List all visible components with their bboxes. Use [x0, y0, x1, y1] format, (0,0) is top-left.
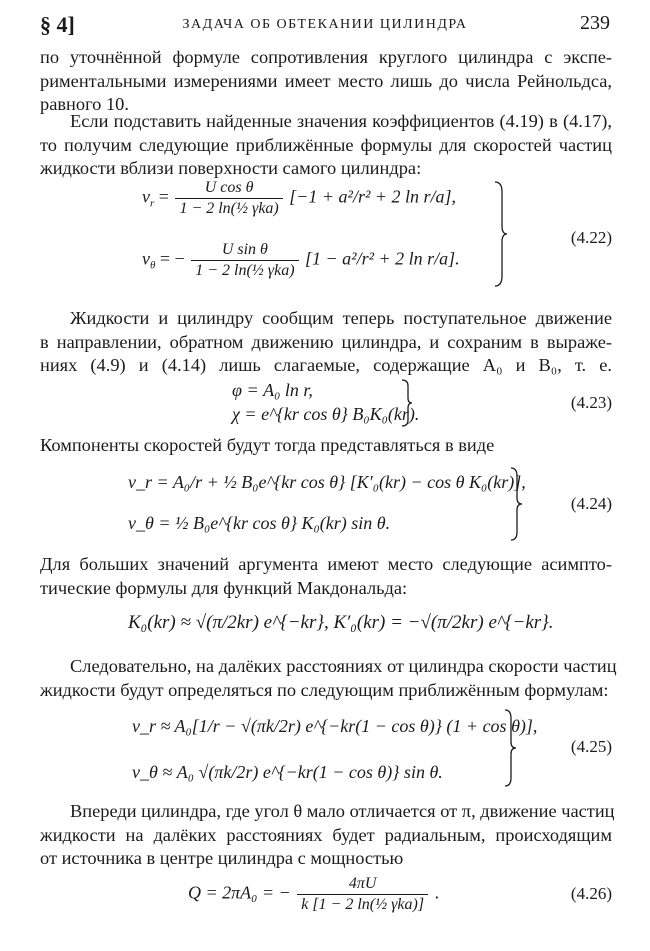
text-line: то получим следующие приближённые формулы для скоростей частиц: [40, 134, 612, 155]
numerator: U sin θ: [191, 240, 298, 261]
paragraph-7: [40, 800, 615, 871]
equation-number: (4.23): [570, 393, 612, 412]
paragraph-5: [40, 553, 612, 600]
lhs: Q = 2πA₀ = −: [188, 882, 291, 903]
paragraph-1: [40, 46, 612, 117]
bracket-expr: [−1 + a²/r² + 2 ln r/a],: [289, 186, 457, 207]
text-line: Если подставить найденные значения коэффициентов (4.19) в (4.17),: [70, 111, 612, 131]
right-brace: [492, 180, 508, 288]
formula-phi: φ = A₀ ln r,: [232, 380, 313, 400]
numerator: U cos θ: [175, 178, 282, 199]
paragraph-2: [40, 110, 612, 181]
section-mark: § 4]: [40, 12, 75, 37]
subscript: θ: [150, 259, 156, 272]
equation-number: (4.25): [570, 737, 612, 756]
text-line: Компоненты скоростей будут тогда представляться в виде: [40, 435, 495, 455]
text-line: ниях (4.9) и (4.14) лишь слагаемые, содержащие A₀ и B₀, т. е.: [40, 355, 612, 375]
subscript: r: [150, 197, 155, 210]
formula-vr: v_r = A₀/r + ½ B₀e^{kr cos θ} [K′₀(kr) − cos θ K₀(kr)],: [128, 472, 526, 492]
formula-Q: Q = 2πA₀ = − $\frac{4\pi U}{\text{k [1 − 2 ln(½ γka)]}}$ .: [188, 875, 440, 913]
text-line: Впереди цилиндра, где угол θ мало отличается от π, движение частиц: [70, 801, 615, 821]
equation-number: (4.22): [570, 228, 612, 247]
right-brace: [508, 466, 524, 542]
formula-chi: χ = e^{kr cos θ} B₀K₀(kr).: [232, 404, 420, 424]
text-line: Для больших значений аргумента имеют место следующие асимпто-: [40, 554, 612, 574]
equation-number: (4.24): [570, 494, 612, 513]
text-line: жидкости на далёких расстояниях будет радиальным, происходящим: [40, 824, 612, 845]
formula-vr: v_r ≈ A₀[1/r − √(πk/2r) e^{−kr(1 − cos θ)} (1 + cos θ)],: [132, 716, 538, 736]
paragraph-3: [40, 307, 612, 378]
fraction: [191, 240, 298, 281]
numerator: 4πU: [297, 874, 428, 895]
text-line: жидкости вблизи поверхности самого цилиндра:: [40, 158, 422, 178]
right-brace: [400, 378, 414, 428]
equation-number: (4.26): [570, 884, 612, 903]
fraction: [297, 874, 428, 915]
denominator: k [1 − 2 ln(½ γka)]: [301, 896, 425, 913]
running-header: [40, 12, 610, 40]
bracket-expr: [1 − a²/r² + 2 ln r/a].: [305, 248, 460, 269]
formula-vtheta: v_θ ≈ A₀ √(πk/2r) e^{−kr(1 − cos θ)} sin θ.: [132, 762, 443, 782]
page-number: 239: [580, 12, 610, 34]
text-line: равного 10.: [40, 94, 129, 114]
symbol-v: v: [142, 248, 150, 269]
fraction: [175, 178, 282, 219]
formula-vtheta: v_θ = ½ B₀e^{kr cos θ} K₀(kr) sin θ.: [128, 513, 391, 533]
text-line: по уточнённой формуле сопротивления круглого цилиндра с экспе-: [40, 47, 612, 67]
formula-vtheta: $v_\theta$ = − $\frac{\text{U sin θ}}{\text{1 − 2 ln(½ γka)}}$ [1 − a²/r² + 2 ln r/a].: [142, 241, 460, 279]
text-line: в направлении, обратном движению цилиндра, и сохраним в выраже-: [40, 331, 612, 352]
paragraph-4: [40, 434, 612, 458]
denominator: 1 − 2 ln(½ γka): [179, 200, 279, 217]
text-line: Жидкости и цилиндру сообщим теперь поступательное движение: [70, 308, 612, 328]
denominator: 1 − 2 ln(½ γka): [195, 262, 295, 279]
text-line: тические формулы для функций Макдональда:: [40, 577, 408, 598]
formula-asymptotic: K₀(kr) ≈ √(π/2kr) e^{−kr}, K′₀(kr) = −√(π/2kr) e^{−kr}.: [128, 612, 554, 633]
running-title: ЗАДАЧА ОБ ОБТЕКАНИИ ЦИЛИНДРА: [182, 17, 468, 32]
text-line: жидкости будут определяться по следующим приближённым формулам:: [40, 679, 609, 700]
right-brace: [502, 708, 518, 788]
formula-vr: $v_r$ = $\frac{\text{U cos θ}}{\text{1 − 2 ln(½ γka)}}$ [−1 + a²/r² + 2 ln r/a],: [142, 179, 457, 217]
text-line: риментальными измерениями имеет место лишь до числа Рейнольдса,: [40, 70, 612, 91]
symbol-v: v: [142, 186, 150, 207]
text-line: Следовательно, на далёких расстояниях от цилиндра скорости частиц: [70, 656, 617, 676]
paragraph-6: [40, 655, 617, 702]
text-line: от источника в центре цилиндра с мощностью: [40, 848, 404, 868]
